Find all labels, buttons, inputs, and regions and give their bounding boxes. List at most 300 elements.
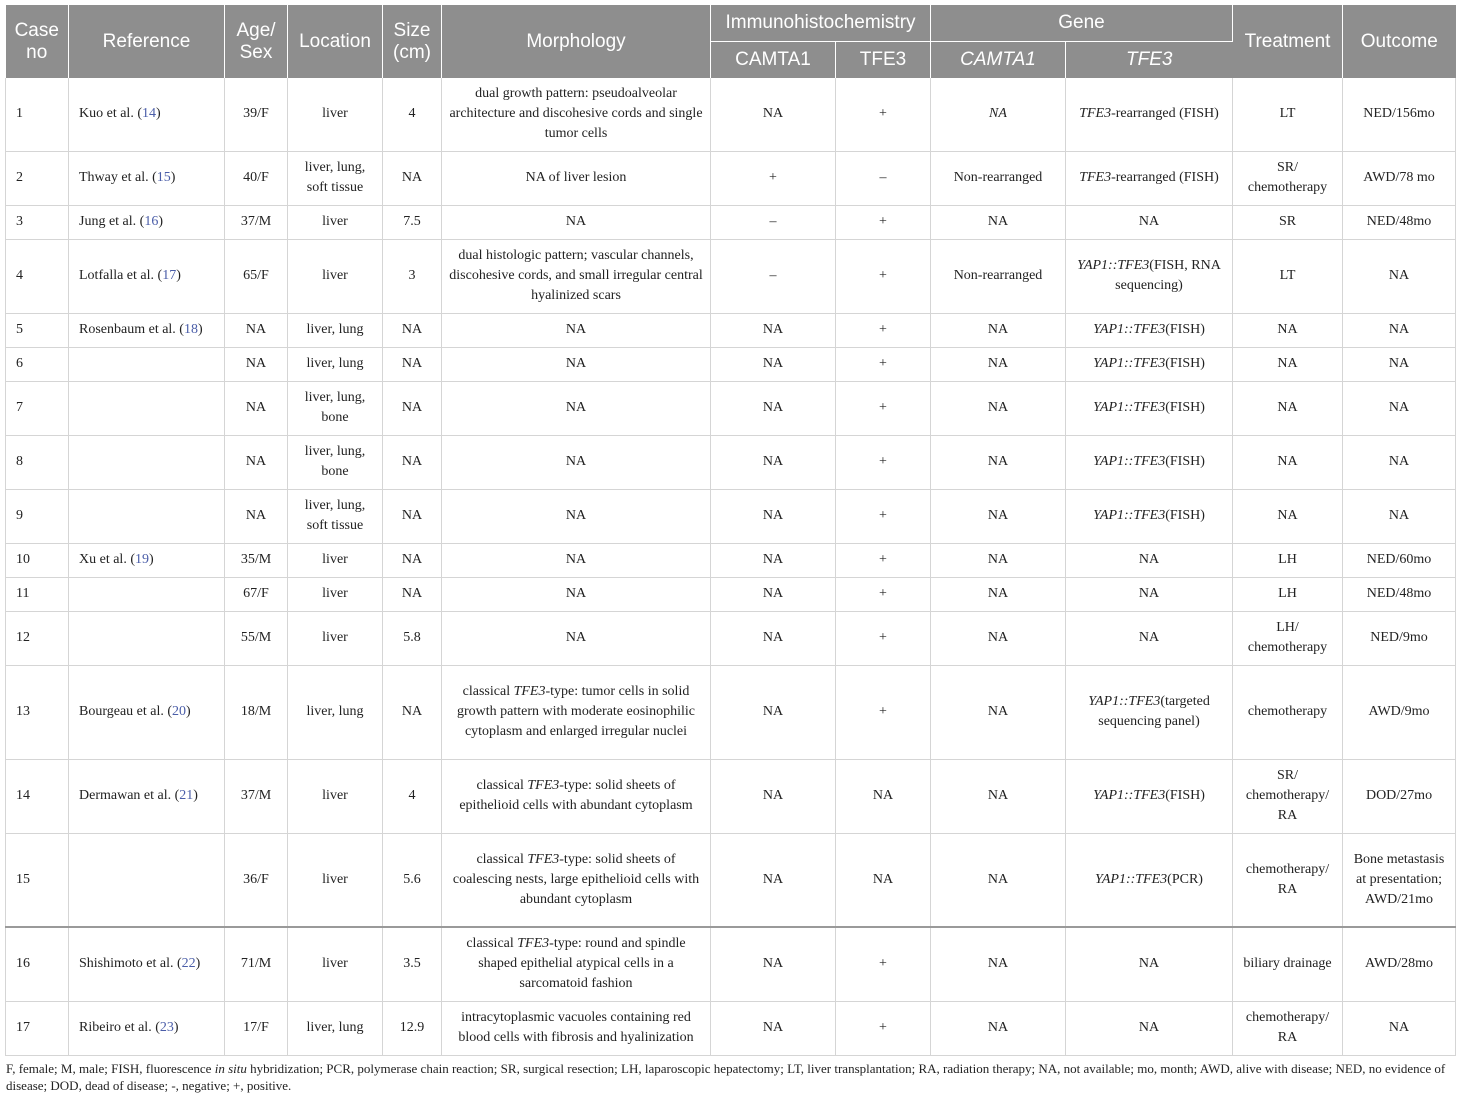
table-row xyxy=(6,78,1456,151)
gene-camta1-cell xyxy=(931,759,1066,833)
ihc-camta1-cell xyxy=(711,239,836,313)
size: NA xyxy=(401,322,423,337)
outcome-cell xyxy=(1343,665,1456,759)
location-cell xyxy=(288,381,383,435)
treatment-cell xyxy=(1233,489,1343,543)
ihc-tfe3: + xyxy=(879,454,887,469)
reference-cell xyxy=(69,435,225,489)
morphology-text: -type: tumor cells in solid growth pattern with moderate eosinophilic cytoplasm and enlarged irregular nuclei xyxy=(457,684,695,739)
ihc-camta1-cell xyxy=(711,205,836,239)
gene-camta1: NA xyxy=(987,322,1009,337)
reference-close: ) xyxy=(158,214,163,229)
reference-close: ) xyxy=(193,788,198,803)
age-sex-cell xyxy=(225,489,288,543)
gene-tfe3-cell xyxy=(1066,611,1233,665)
size-cell xyxy=(383,833,442,927)
header-size: Size (cm) xyxy=(383,5,442,78)
gene-camta1: NA xyxy=(987,356,1009,371)
morphology-text: NA xyxy=(565,400,587,415)
gene-camta1-cell xyxy=(931,381,1066,435)
reference-close: ) xyxy=(197,322,203,337)
reference-close: ) xyxy=(186,704,191,719)
age-sex: 55/M xyxy=(240,630,272,645)
size-cell xyxy=(383,347,442,381)
morphology-text: -type: solid sheets of epithelioid cells with abundant cytoplasm xyxy=(459,778,693,813)
age-sex-cell xyxy=(225,435,288,489)
location: liver xyxy=(322,552,348,567)
case-no-cell xyxy=(6,1001,69,1055)
case-no-cell xyxy=(6,927,69,1001)
outcome-cell xyxy=(1343,927,1456,1001)
gene-camta1-cell xyxy=(931,611,1066,665)
ihc-camta1: NA xyxy=(762,508,784,523)
age-sex: 39/F xyxy=(243,106,269,122)
treatment-cell xyxy=(1233,313,1343,347)
gene-tfe3-name: TFE3 xyxy=(1079,170,1112,185)
case-no-cell xyxy=(6,381,69,435)
morphology-text: NA xyxy=(565,322,587,337)
gene-tfe3-detail: (FISH) xyxy=(1165,400,1205,415)
outcome: NED/9mo xyxy=(1370,630,1428,645)
treatment: NA xyxy=(1277,356,1298,371)
gene-camta1-cell xyxy=(931,833,1066,927)
gene-camta1-cell xyxy=(931,313,1066,347)
reference-cell xyxy=(69,543,225,577)
ihc-tfe3-cell xyxy=(836,381,931,435)
ihc-tfe3-cell xyxy=(836,489,931,543)
outcome: NA xyxy=(1388,268,1410,283)
ihc-tfe3: + xyxy=(879,630,887,645)
size: 3 xyxy=(408,268,416,283)
morphology-text: dual histologic pattern; vascular channels, discohesive cords, and small irregular central hyalinized scars xyxy=(449,248,703,303)
outcome-cell xyxy=(1343,205,1456,239)
table-footnote xyxy=(5,1060,1456,1094)
ihc-tfe3-cell xyxy=(836,665,931,759)
size-cell xyxy=(383,239,442,313)
case-no-cell xyxy=(6,577,69,611)
location-cell xyxy=(288,205,383,239)
gene-camta1: NA xyxy=(987,788,1009,803)
reference-author: Bourgeau et al. ( xyxy=(79,704,173,719)
location: liver, lung, bone xyxy=(304,390,366,425)
gene-tfe3-cell xyxy=(1066,927,1233,1001)
size: 4 xyxy=(408,106,416,122)
age-sex: 17/F xyxy=(243,1020,269,1035)
age-sex-cell xyxy=(225,381,288,435)
reference-citation-link: 15 xyxy=(156,170,171,185)
location-cell xyxy=(288,78,383,151)
case-no: 1 xyxy=(16,106,23,122)
outcome: NA xyxy=(1388,508,1410,523)
reference-cell xyxy=(69,577,225,611)
reference-citation-link: 23 xyxy=(159,1020,174,1035)
age-sex-cell xyxy=(225,927,288,1001)
age-sex-cell xyxy=(225,1001,288,1055)
outcome: NED/48mo xyxy=(1366,214,1432,229)
outcome-cell xyxy=(1343,833,1456,927)
age-sex-cell xyxy=(225,347,288,381)
reference-cell xyxy=(69,313,225,347)
case-no: 8 xyxy=(16,454,23,469)
reference-cell xyxy=(69,1001,225,1055)
age-sex-cell xyxy=(225,239,288,313)
gene-tfe3-detail: (PCR) xyxy=(1167,871,1203,887)
reference-author: Xu et al. ( xyxy=(79,552,135,567)
outcome: NA xyxy=(1388,322,1410,337)
ihc-camta1-cell xyxy=(711,611,836,665)
treatment-cell xyxy=(1233,611,1343,665)
treatment: LH xyxy=(1278,586,1297,601)
gene-tfe3-cell xyxy=(1066,205,1233,239)
reference-citation-link: 14 xyxy=(141,106,156,122)
treatment: NA xyxy=(1277,400,1298,415)
case-no: 5 xyxy=(16,322,23,337)
treatment: LH xyxy=(1278,552,1297,567)
ihc-tfe3-cell xyxy=(836,543,931,577)
gene-tfe3-name: YAP1::TFE3 xyxy=(1093,400,1166,415)
outcome-cell xyxy=(1343,151,1456,205)
treatment-cell xyxy=(1233,347,1343,381)
gene-tfe3-detail: NA xyxy=(1138,214,1160,229)
reference-citation-link: 20 xyxy=(172,704,187,719)
size-cell xyxy=(383,577,442,611)
outcome-cell xyxy=(1343,347,1456,381)
location: liver xyxy=(322,630,348,645)
header-reference: Reference xyxy=(69,5,225,78)
size: 5.8 xyxy=(403,630,421,645)
gene-tfe3-cell xyxy=(1066,759,1233,833)
treatment: SR/ chemotherapy/ RA xyxy=(1245,768,1330,823)
age-sex-cell xyxy=(225,665,288,759)
size: NA xyxy=(401,508,423,523)
morphology-text: NA xyxy=(565,552,587,567)
size: 12.9 xyxy=(399,1020,425,1035)
ihc-camta1: – xyxy=(769,268,777,283)
age-sex-cell xyxy=(225,577,288,611)
table-row xyxy=(6,435,1456,489)
ihc-tfe3-cell xyxy=(836,205,931,239)
ihc-tfe3: + xyxy=(879,268,887,283)
case-no-cell xyxy=(6,833,69,927)
treatment: LT xyxy=(1279,106,1296,122)
age-sex: 65/F xyxy=(243,268,269,283)
location: liver, lung, soft tissue xyxy=(304,498,366,533)
header-ihc-camta1: CAMTA1 xyxy=(711,42,836,79)
gene-camta1: NA xyxy=(987,630,1009,645)
reference-author: Lotfalla et al. ( xyxy=(79,268,163,283)
gene-tfe3-detail: (FISH) xyxy=(1165,454,1205,469)
treatment-cell xyxy=(1233,833,1343,927)
outcome: AWD/9mo xyxy=(1368,704,1430,719)
gene-tfe3-cell xyxy=(1066,313,1233,347)
gene-camta1: NA xyxy=(989,106,1007,122)
case-no: 7 xyxy=(16,400,23,415)
case-no-cell xyxy=(6,205,69,239)
gene-tfe3-cell xyxy=(1066,1001,1233,1055)
location: liver xyxy=(322,214,348,229)
header-case-no: Case no xyxy=(6,5,69,78)
reference-cell xyxy=(69,151,225,205)
reference-citation-link: 17 xyxy=(162,268,177,283)
gene-tfe3-detail: NA xyxy=(1138,1020,1160,1035)
morphology-prefix: classical xyxy=(462,684,514,699)
size-cell xyxy=(383,489,442,543)
case-no-cell xyxy=(6,347,69,381)
size: NA xyxy=(401,356,423,371)
treatment-cell xyxy=(1233,665,1343,759)
treatment: biliary drainage xyxy=(1243,956,1332,972)
ihc-tfe3: + xyxy=(879,322,887,337)
location: liver xyxy=(322,871,348,887)
ihc-camta1-cell xyxy=(711,381,836,435)
table-row xyxy=(6,489,1456,543)
ihc-camta1: NA xyxy=(762,586,784,601)
gene-tfe3-detail: NA xyxy=(1138,586,1160,601)
case-no: 3 xyxy=(16,214,23,229)
gene-tfe3-detail: NA xyxy=(1138,630,1160,645)
outcome: Bone metastasis at presentation; AWD/21mo xyxy=(1353,851,1445,907)
gene-camta1-cell xyxy=(931,577,1066,611)
location-cell xyxy=(288,833,383,927)
gene-tfe3-cell xyxy=(1066,239,1233,313)
gene-tfe3-detail: (FISH) xyxy=(1165,508,1205,523)
gene-camta1-cell xyxy=(931,239,1066,313)
gene-tfe3-name: YAP1::TFE3 xyxy=(1077,258,1150,273)
gene-camta1-cell xyxy=(931,665,1066,759)
ihc-tfe3: NA xyxy=(872,788,894,803)
size: NA xyxy=(401,704,423,719)
reference-cell xyxy=(69,759,225,833)
size-cell xyxy=(383,151,442,205)
ihc-camta1-cell xyxy=(711,1001,836,1055)
ihc-tfe3-cell xyxy=(836,611,931,665)
reference-close: ) xyxy=(173,1020,179,1035)
gene-camta1: NA xyxy=(987,871,1009,887)
gene-tfe3-cell xyxy=(1066,151,1233,205)
location-cell xyxy=(288,1001,383,1055)
ihc-tfe3: + xyxy=(879,586,887,601)
size-cell xyxy=(383,381,442,435)
ihc-camta1-cell xyxy=(711,489,836,543)
location: liver xyxy=(322,106,348,122)
morphology-gene: TFE3 xyxy=(527,851,560,867)
reference-author: Shishimoto et al. ( xyxy=(79,956,182,972)
table-row xyxy=(6,833,1456,927)
gene-tfe3-detail: -rearranged (FISH) xyxy=(1111,170,1219,185)
ihc-camta1: NA xyxy=(762,630,784,645)
header-gene-tfe3: TFE3 xyxy=(1066,42,1233,79)
gene-tfe3-name: TFE3 xyxy=(1079,106,1112,122)
morphology-text: -type: solid sheets of coalescing nests, large epithelioid cells with abundant cytoplasm xyxy=(452,851,700,907)
table-header xyxy=(6,5,1456,78)
ihc-camta1: NA xyxy=(762,552,784,567)
ihc-camta1-cell xyxy=(711,759,836,833)
ihc-tfe3-cell xyxy=(836,347,931,381)
outcome: NED/60mo xyxy=(1366,552,1432,567)
reference-cell xyxy=(69,927,225,1001)
location: liver, lung xyxy=(306,1020,364,1035)
ihc-camta1-cell xyxy=(711,833,836,927)
treatment: SR xyxy=(1278,214,1297,229)
treatment: SR/ chemotherapy xyxy=(1247,160,1328,195)
footnote-pre: F, female; M, male; FISH, fluorescence xyxy=(6,1060,215,1076)
reference-close: ) xyxy=(148,552,154,567)
ihc-tfe3: + xyxy=(879,704,887,719)
gene-tfe3-cell xyxy=(1066,489,1233,543)
location: liver, lung, soft tissue xyxy=(304,160,366,195)
morphology-cell xyxy=(442,577,711,611)
location-cell xyxy=(288,759,383,833)
outcome-cell xyxy=(1343,489,1456,543)
gene-tfe3-detail: -rearranged (FISH) xyxy=(1111,106,1219,122)
ihc-camta1: + xyxy=(769,170,777,185)
table-row xyxy=(6,577,1456,611)
size-cell xyxy=(383,759,442,833)
gene-camta1-cell xyxy=(931,489,1066,543)
size-cell xyxy=(383,313,442,347)
reference-cell xyxy=(69,239,225,313)
morphology-text: NA xyxy=(565,454,587,469)
treatment: chemotherapy xyxy=(1247,704,1328,719)
footnote-post: hybridization; PCR, polymerase chain reaction; SR, surgical resection; LH, laparoscopic hepatectomy; LT, liver transplantation; RA, radiation therapy; NA, not available; mo, month; AWD, alive with disease; NED, no evidence of disease; DOD, dead of disease; -, negative; +, positive. xyxy=(6,1060,1446,1093)
ihc-tfe3-cell xyxy=(836,759,931,833)
reference-close: ) xyxy=(176,268,181,283)
age-sex: 71/M xyxy=(240,956,272,972)
footnote-italic: in situ xyxy=(214,1060,247,1076)
treatment: LT xyxy=(1279,268,1296,283)
morphology-cell xyxy=(442,347,711,381)
header-outcome: Outcome xyxy=(1343,5,1456,78)
treatment-cell xyxy=(1233,381,1343,435)
outcome: AWD/28mo xyxy=(1364,956,1434,972)
location-cell xyxy=(288,543,383,577)
case-no: 15 xyxy=(16,871,30,887)
location: liver xyxy=(322,586,348,601)
table-row xyxy=(6,205,1456,239)
morphology-cell xyxy=(442,78,711,151)
gene-tfe3-name: YAP1::TFE3 xyxy=(1093,454,1166,469)
morphology-cell xyxy=(442,381,711,435)
gene-tfe3-detail: (FISH) xyxy=(1165,788,1205,803)
table-row xyxy=(6,239,1456,313)
reference-author: Ribeiro et al. ( xyxy=(79,1020,160,1035)
treatment: NA xyxy=(1277,508,1298,523)
ihc-camta1-cell xyxy=(711,78,836,151)
ihc-tfe3-cell xyxy=(836,577,931,611)
gene-camta1-cell xyxy=(931,1001,1066,1055)
gene-tfe3-cell xyxy=(1066,381,1233,435)
age-sex: 35/M xyxy=(240,552,272,567)
ihc-camta1: NA xyxy=(762,788,784,803)
outcome-cell xyxy=(1343,577,1456,611)
case-no: 9 xyxy=(16,508,23,523)
gene-tfe3-cell xyxy=(1066,347,1233,381)
size-cell xyxy=(383,435,442,489)
ihc-camta1-cell xyxy=(711,577,836,611)
morphology-text: dual growth pattern: pseudoalveolar architecture and discohesive cords and single tumor cells xyxy=(449,86,703,142)
reference-author: Thway et al. ( xyxy=(79,170,157,185)
morphology-text: NA of liver lesion xyxy=(525,170,627,185)
gene-camta1: NA xyxy=(987,586,1009,601)
case-no: 13 xyxy=(16,704,30,719)
case-no-cell xyxy=(6,543,69,577)
size-cell xyxy=(383,1001,442,1055)
morphology-text: NA xyxy=(565,356,587,371)
gene-tfe3-name: YAP1::TFE3 xyxy=(1093,322,1166,337)
ihc-tfe3-cell xyxy=(836,833,931,927)
outcome-cell xyxy=(1343,1001,1456,1055)
outcome: NED/156mo xyxy=(1363,106,1435,122)
gene-camta1: NA xyxy=(987,454,1009,469)
outcome: NA xyxy=(1388,356,1410,371)
size: NA xyxy=(401,454,423,469)
case-no-cell xyxy=(6,435,69,489)
outcome: NA xyxy=(1388,400,1410,415)
gene-camta1-cell xyxy=(931,205,1066,239)
table-row xyxy=(6,347,1456,381)
gene-tfe3-detail: NA xyxy=(1138,956,1160,972)
outcome-cell xyxy=(1343,611,1456,665)
location: liver, lung, bone xyxy=(304,444,366,479)
location: liver, lung xyxy=(306,356,364,371)
morphology-text: NA xyxy=(565,630,587,645)
age-sex: 37/M xyxy=(240,214,272,229)
ihc-tfe3-cell xyxy=(836,927,931,1001)
table-row xyxy=(6,665,1456,759)
ihc-tfe3-cell xyxy=(836,1001,931,1055)
ihc-camta1-cell xyxy=(711,927,836,1001)
size-cell xyxy=(383,78,442,151)
reference-cell xyxy=(69,347,225,381)
outcome: NED/48mo xyxy=(1366,586,1432,601)
age-sex: NA xyxy=(245,322,267,337)
case-no: 10 xyxy=(16,552,30,567)
ihc-camta1: NA xyxy=(762,322,784,337)
ihc-tfe3: + xyxy=(879,214,887,229)
treatment-cell xyxy=(1233,543,1343,577)
morphology-cell xyxy=(442,1001,711,1055)
reference-cell xyxy=(69,78,225,151)
header-immunohistochemistry: Immunohistochemistry xyxy=(711,5,931,42)
size: 4 xyxy=(408,788,416,803)
outcome-cell xyxy=(1343,381,1456,435)
location-cell xyxy=(288,313,383,347)
outcome: DOD/27mo xyxy=(1365,788,1433,803)
case-no-cell xyxy=(6,151,69,205)
ihc-tfe3: NA xyxy=(872,871,894,887)
size-cell xyxy=(383,205,442,239)
header-gene-camta1: CAMTA1 xyxy=(931,42,1066,79)
morphology-cell xyxy=(442,313,711,347)
reference-author: Jung et al. ( xyxy=(79,214,145,229)
location-cell xyxy=(288,927,383,1001)
gene-tfe3-name: YAP1::TFE3 xyxy=(1093,508,1166,523)
age-sex: 18/M xyxy=(240,704,272,719)
size: 7.5 xyxy=(403,214,421,229)
age-sex-cell xyxy=(225,313,288,347)
outcome-cell xyxy=(1343,435,1456,489)
header-location: Location xyxy=(288,5,383,78)
reference-close: ) xyxy=(195,956,201,972)
outcome-cell xyxy=(1343,78,1456,151)
location-cell xyxy=(288,435,383,489)
gene-camta1-cell xyxy=(931,151,1066,205)
outcome: NA xyxy=(1388,454,1410,469)
age-sex: 67/F xyxy=(243,586,269,601)
size-cell xyxy=(383,665,442,759)
reference-cell xyxy=(69,833,225,927)
ihc-tfe3: + xyxy=(879,356,887,371)
